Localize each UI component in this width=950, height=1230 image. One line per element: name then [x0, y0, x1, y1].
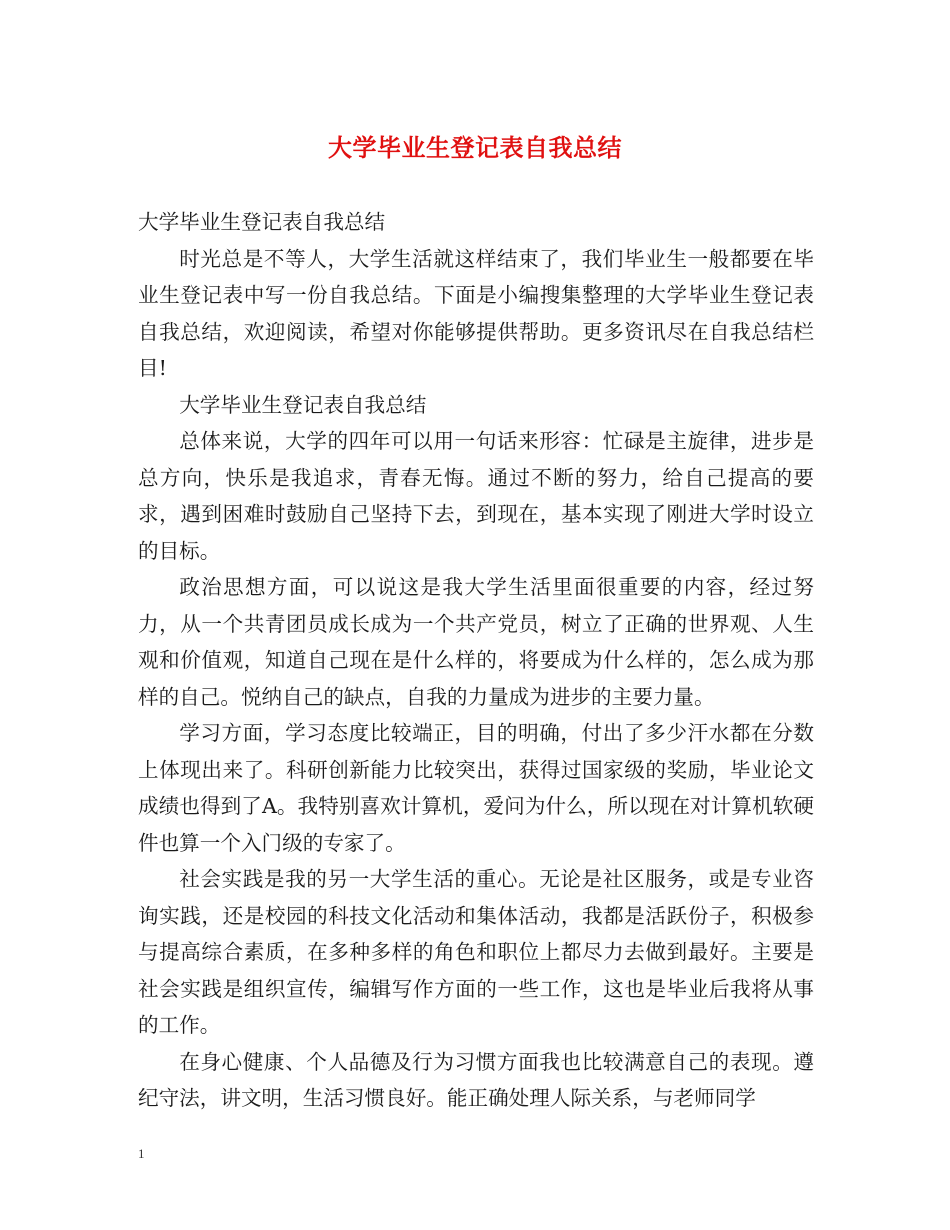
- section-heading: 大学毕业生登记表自我总结: [179, 392, 427, 417]
- paragraph: 总体来说，大学的四年可以用一句话来形容：忙碌是主旋律，进步是总方向，快乐是我追求，青春无悔。通过不断的努力，给自己提高的要求，遇到困难时鼓励自己坚持下去，到现在，基本实现了刚进大学时设立的目标。: [138, 429, 814, 563]
- document-title: 大学毕业生登记表自我总结: [328, 133, 622, 162]
- paragraph: 时光总是不等人，大学生活就这样结束了，我们毕业生一般都要在毕业生登记表中写一份自我总结。下面是小编搜集整理的大学毕业生登记表自我总结，欢迎阅读，希望对你能够提供帮助。更多资讯尽在自我总结栏目!: [138, 246, 814, 380]
- document-body: [138, 204, 814, 1117]
- paragraph: 社会实践是我的另一大学生活的重心。无论是社区服务，或是专业咨询实践，还是校园的科技文化活动和集体活动，我都是活跃份子，积极参与提高综合素质，在多种多样的角色和职位上都尽力去做到最好。主要是社会实践是组织宣传，编辑写作方面的一些工作，这也是毕业后我将从事的工作。: [138, 867, 814, 1037]
- paragraph: 学习方面，学习态度比较端正，目的明确，付出了多少汗水都在分数上体现出来了。科研创新能力比较突出，获得过国家级的奖励，毕业论文成绩也得到了A。我特别喜欢计算机，爱问为什么，所以现在对计算机软硬件也算一个入门级的专家了。: [138, 721, 814, 855]
- paragraph: 在身心健康、个人品德及行为习惯方面我也比较满意自己的表现。遵纪守法，讲文明，生活习惯良好。能正确处理人际关系，与老师同学: [138, 1049, 814, 1110]
- page-number: 1: [138, 1146, 145, 1161]
- paragraph: 政治思想方面，可以说这是我大学生活里面很重要的内容，经过努力，从一个共青团员成长成为一个共产党员，树立了正确的世界观、人生观和价值观，知道自己现在是什么样的，将要成为什么样的，怎么成为那样的自己。悦纳自己的缺点，自我的力量成为进步的主要力量。: [138, 575, 814, 709]
- paragraph: 大学毕业生登记表自我总结: [138, 210, 386, 234]
